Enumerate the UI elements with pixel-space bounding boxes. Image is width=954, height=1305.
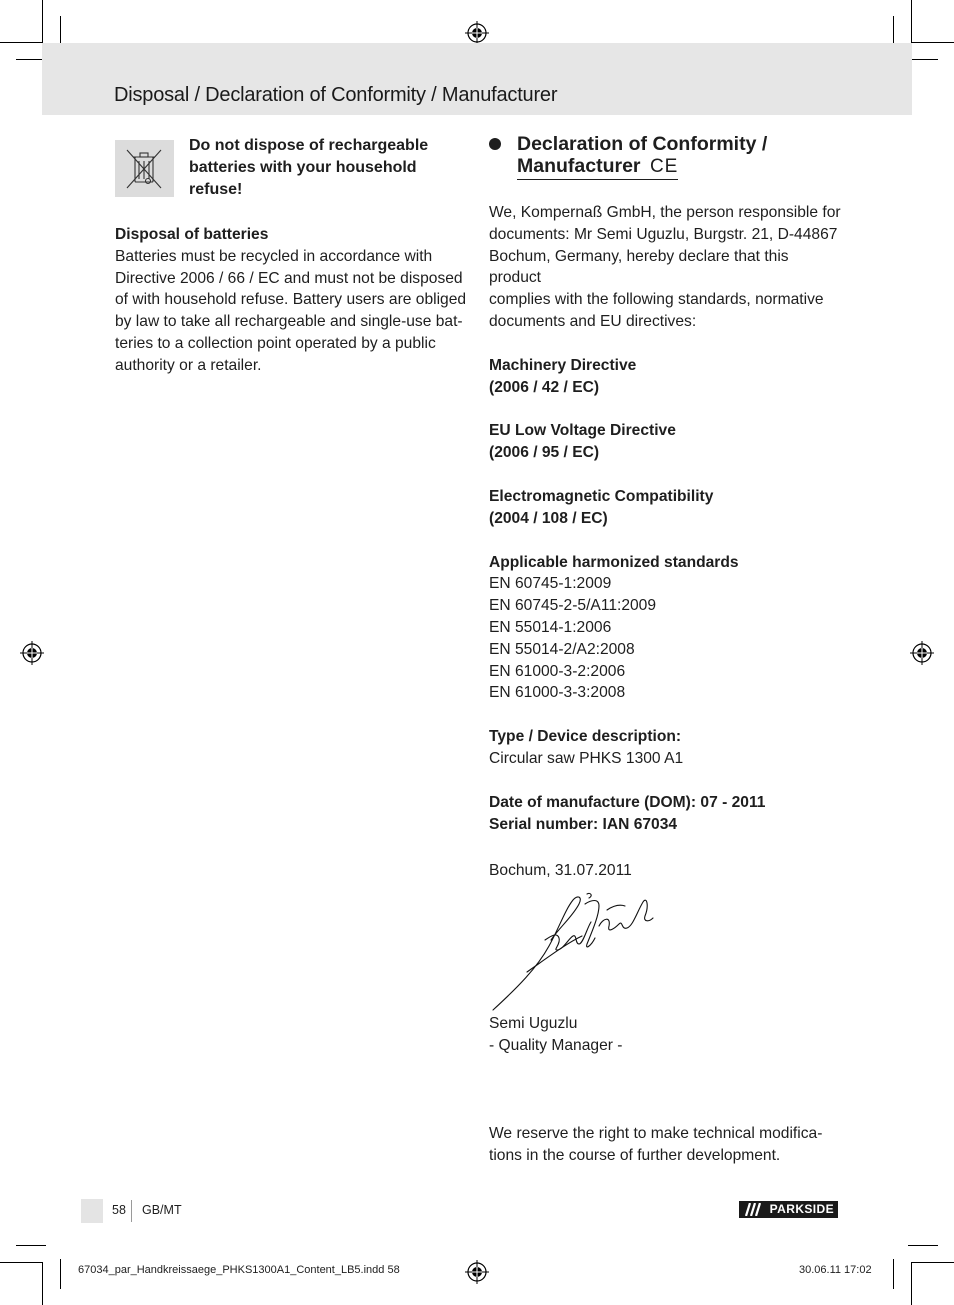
- logo-stripes-icon: [742, 1203, 762, 1216]
- section-heading: [517, 133, 767, 180]
- disposal-line: by law to take all rechargeable and single-use bat-: [115, 313, 463, 331]
- crop-mark: [60, 16, 61, 46]
- brand-name: PARKSIDE: [769, 1202, 834, 1216]
- battery-disposal-icon-box: [115, 140, 174, 197]
- place-date: Bochum, 31.07.2011: [489, 862, 632, 879]
- bullet-icon: [489, 138, 501, 150]
- crop-mark: [911, 0, 912, 43]
- declaration-body: [489, 202, 844, 835]
- crop-mark: [911, 1262, 912, 1305]
- crop-mark: [0, 42, 42, 43]
- manufacture-date: Date of manufacture (DOM): 07 - 2011: [489, 793, 766, 811]
- registration-mark-icon: [465, 21, 489, 45]
- disposal-line: Batteries must be recycled in accordance with: [115, 247, 433, 265]
- page-number: 58: [112, 1203, 126, 1217]
- crop-mark: [893, 1259, 894, 1289]
- footer-tab: [81, 1199, 103, 1223]
- signature-icon: [487, 888, 667, 1013]
- type-title: Type / Device description:: [489, 728, 682, 746]
- emc-ref: (2004 / 108 / EC): [489, 509, 608, 527]
- reserve-note: [489, 1123, 844, 1167]
- machinery-ref: (2006 / 42 / EC): [489, 378, 600, 396]
- intro-line: documents and EU directives:: [489, 312, 697, 330]
- standards-title: Applicable harmonized standards: [489, 553, 739, 571]
- registration-mark-icon: [465, 1260, 489, 1284]
- lowvoltage-title: EU Low Voltage Directive: [489, 422, 676, 440]
- registration-mark-icon: [20, 641, 44, 665]
- heading-line-2-wrap: [517, 155, 678, 180]
- reserve-line: We reserve the right to make technical modifica-: [489, 1125, 823, 1142]
- crop-mark: [0, 1262, 42, 1263]
- crop-mark: [912, 1262, 954, 1263]
- date-slug: 30.06.11 17:02: [799, 1264, 872, 1276]
- emc-title: Electromagnetic Compatibility: [489, 487, 714, 505]
- file-slug: 67034_par_Handkreissaege_PHKS1300A1_Content_LB5.indd 58: [78, 1264, 400, 1276]
- signer-name: Semi Uguzlu: [489, 1015, 578, 1032]
- intro-line: Bochum, Germany, hereby declare that this product: [489, 247, 789, 287]
- disposal-line: authority or a retailer.: [115, 356, 262, 374]
- crop-mark: [42, 0, 43, 43]
- disposal-line: of with household refuse. Battery users are obliged: [115, 291, 467, 309]
- standard-item: EN 55014-2/A2:2008: [489, 640, 635, 658]
- intro-line: complies with the following standards, normative: [489, 291, 824, 309]
- registration-mark-icon: [910, 641, 934, 665]
- footer-divider: [131, 1200, 132, 1222]
- machinery-title: Machinery Directive: [489, 356, 637, 374]
- language-code: GB/MT: [142, 1203, 182, 1217]
- disposal-section: [115, 224, 467, 377]
- reserve-line: tions in the course of further development.: [489, 1146, 781, 1164]
- crop-mark: [908, 1245, 938, 1246]
- crop-mark: [908, 59, 938, 60]
- crop-mark: [893, 16, 894, 46]
- heading-line-1: Declaration of Conformity /: [517, 133, 768, 155]
- standard-item: EN 60745-1:2009: [489, 575, 612, 593]
- intro-line: We, Kompernaß GmbH, the person responsible for: [489, 204, 841, 221]
- disposal-line: teries to a collection point operated by a public: [115, 334, 436, 352]
- crop-mark: [42, 1262, 43, 1305]
- signer-block: [489, 1013, 844, 1057]
- disposal-line: Directive 2006 / 66 / EC and must not be disposed: [115, 269, 463, 287]
- standard-item: EN 55014-1:2006: [489, 618, 612, 636]
- standard-item: EN 61000-3-2:2006: [489, 662, 626, 680]
- disposal-heading: Disposal of batteries: [115, 226, 269, 243]
- serial-number: Serial number: IAN 67034: [489, 815, 678, 833]
- crossed-bin-icon: [115, 140, 174, 197]
- type-value: Circular saw PHKS 1300 A1: [489, 749, 684, 767]
- intro-line: documents: Mr Semi Uguzlu, Burgstr. 21, D-44867: [489, 225, 838, 243]
- standard-item: EN 61000-3-3:2008: [489, 684, 626, 702]
- crop-mark: [912, 42, 954, 43]
- page-title: Disposal / Declaration of Conformity / Manufacturer: [114, 84, 558, 106]
- battery-warning: Do not dispose of rechargeable batteries with your household refuse!: [189, 137, 429, 198]
- standard-item: EN 60745-2-5/A11:2009: [489, 597, 657, 615]
- crop-mark: [60, 1259, 61, 1289]
- lowvoltage-ref: (2006 / 95 / EC): [489, 444, 600, 462]
- crop-mark: [16, 1245, 46, 1246]
- parkside-logo: [739, 1201, 838, 1218]
- signer-role: - Quality Manager -: [489, 1036, 623, 1054]
- ce-mark: CE: [649, 156, 679, 177]
- heading-line-2: Manufacturer: [517, 155, 641, 177]
